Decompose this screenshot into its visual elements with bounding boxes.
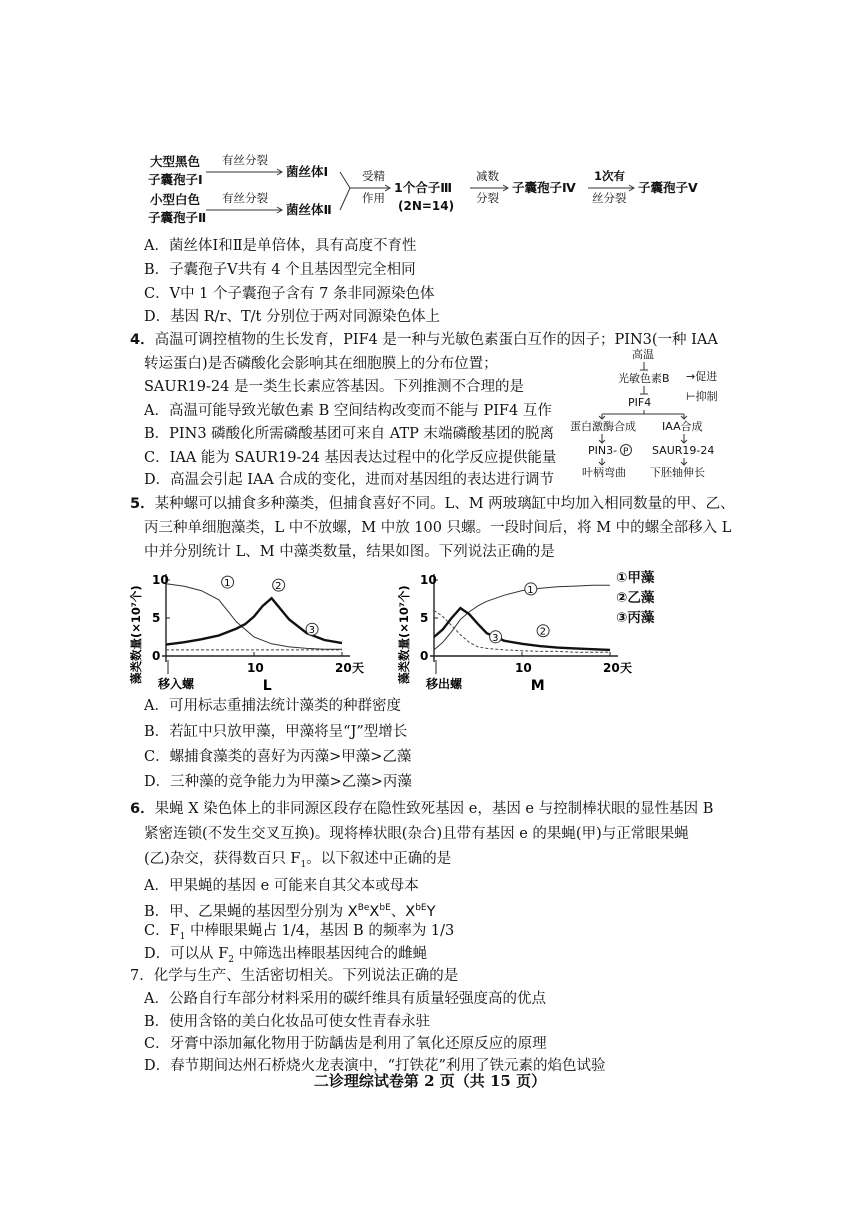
flow-hypha-1: 菌丝体Ⅰ [286,164,329,179]
q4-stem-line-3: SAUR19-24 是一类生长素应答基因。下列推测不合理的是 [144,379,524,395]
flow-spore-5: 子囊孢子Ⅴ [638,180,698,195]
x-tick-label: 20 [335,661,352,675]
q5-stem-line-2: 丙三种单细胞藻类，L 中不放螺，M 中放 100 只螺。一段时间后，将 M 中的螺全部移入 L [144,520,732,536]
page-footer: 二诊理综试卷第 2 页（共 15 页） [313,1072,547,1090]
q5-stem-1: 某种螺可以捕食多种藻类，但捕食喜好不同。L、M 两玻璃缸中均加入相同数量的甲、乙、 [154,496,735,512]
diagram-petiole: 叶柄弯曲 [582,466,626,479]
flow-fert-2: 作用 [362,191,385,205]
x-tick-label: 20 [603,661,620,675]
diagram-inhibit: ⊢抑制 [686,390,718,403]
series-label: 3 [308,625,315,637]
series-label: 3 [492,632,499,644]
q5-stem-line-3: 中并分别统计 L、M 中藻类数量，结果如图。下列说法正确的是 [144,544,555,560]
flow-small-white-1: 小型白色 [150,192,201,207]
q3-option-c: C．Ⅴ中 1 个子囊孢子含有 7 条非同源染色体 [144,286,435,302]
diagram-iaa: IAA合成 [662,420,703,433]
flow-big-black-1: 大型黑色 [150,154,201,169]
diagram-p: P [623,447,629,457]
series-line-2 [434,608,610,650]
q3-option-b: B．子囊孢子Ⅴ共有 4 个且基因型完全相同 [144,262,416,278]
x-axis-unit: 天 [352,661,365,675]
q4-number: 4． [130,332,155,348]
series-line-1 [434,585,610,650]
diagram-promote: →促进 [686,370,718,383]
flow-spore-4: 子囊孢子Ⅳ [512,180,576,195]
legend-c: ③丙藻 [616,610,655,626]
x-tick-label: 10 [515,661,532,675]
chart-legend [616,568,654,628]
flow-big-black-2: 子囊孢子Ⅰ [148,172,203,187]
q5-stem-line-1 [130,494,735,514]
q4-option-c: C．IAA 能为 SAUR19-24 基因表达过程中的化学反应提供能量 [144,450,557,466]
flow-hypha-2: 菌丝体Ⅱ [286,202,332,217]
q6-option-a: A．甲果蝇的基因 e 可能来自其父本或母本 [144,878,419,894]
series-label: 2 [275,581,282,593]
chart-title: L [262,678,272,694]
q6-stem-3b: 。以下叙述中正确的是 [306,851,452,867]
q7-option-a: A．公路自行车部分材料采用的碳纤维具有质量轻强度高的优点 [144,991,546,1007]
pif4-pathway-diagram [566,344,746,482]
diagram-pif4: PIF4 [628,396,652,409]
diagram-saur: SAUR19-24 [652,444,715,457]
y-tick-label: 10 [420,573,437,587]
q3-option-a: A．菌丝体Ⅰ和Ⅱ是单倍体，具有高度不育性 [144,238,417,254]
q4-stem-line-2: 转运蛋白)是否磷酸化会影响其在细胞膜上的分布位置； [144,356,498,372]
x-tick-label: 10 [247,661,264,675]
q6-stem-line-1 [130,799,713,819]
q5-option-b: B．若缸中只放甲藻，甲藻将呈“J”型增长 [144,724,408,740]
q7-stem: 7．化学与生产、生活密切相关。下列说法正确的是 [130,968,459,984]
flow-once-1: 1次有 [594,169,626,183]
q6-option-b [144,898,435,922]
q4-stem-1: 高温可调控植物的生长发育，PIF4 是一种与光敏色素蛋白互作的因子；PIN3(一种 IAA [154,332,718,348]
chart-m [392,570,642,694]
y-tick-label: 0 [420,649,429,663]
q5-number: 5． [130,496,155,512]
q4-option-a: A．高温可能导致光敏色素 B 空间结构改变而不能与 PIF4 互作 [144,403,552,419]
spore-flow-diagram [140,150,720,226]
q6-b-mid: 、 [390,903,406,920]
q6-stem-line-3 [144,849,451,875]
flow-zygote-n: (2N=14) [398,199,455,213]
q7-option-b: B．使用含铬的美白化妆品可使女性青春永驻 [144,1014,431,1030]
y-axis-label: 藻类数量(×10⁷个) [397,585,411,684]
q6-number: 6． [130,801,155,817]
diagram-pin3: PIN3- [588,444,618,457]
q5-option-c: C．螺捕食藻类的喜好为丙藻>甲藻>乙藻 [144,749,412,765]
series-line-3 [434,610,610,652]
q7-option-c: C．牙膏中添加氟化物用于防龋齿是利用了氧化还原反应的原理 [144,1036,547,1052]
start-label: 移入螺 [158,677,195,691]
q6-stem-3-sub: 1 [300,859,307,870]
y-tick-label: 0 [152,649,161,663]
q6-option-c: C．$F_1$ 中棒眼果蝇占 1/4，基因 B 的频率为 1/3 [144,923,455,942]
flow-meiosis-1: 减数 [476,169,499,183]
flow-mitosis-1: 有丝分裂 [222,153,268,167]
flow-zygote: 1个合子Ⅲ [394,180,453,195]
flow-mitosis-2: 有丝分裂 [222,191,268,205]
series-label: 1 [224,578,231,590]
flow-small-white-2: 子囊孢子Ⅱ [148,210,207,225]
q3-option-d: D．基因 R/r、T/t 分别位于两对同源染色体上 [144,309,440,325]
y-tick-label: 5 [152,611,161,625]
q7-option-d: D．春节期间达州石桥烧火龙表演中，“打铁花”利用了铁元素的焰色试验 [144,1058,606,1074]
y-tick-label: 5 [420,611,429,625]
flow-fert-1: 受精 [362,169,385,183]
diagram-high-temp: 高温 [632,348,654,361]
chart-l [124,570,374,694]
q5-option-d: D．三种藻的竞争能力为甲藻>乙藻>丙藻 [144,774,412,790]
q6-b-pre: B．甲、乙果蝇的基因型分别为 [144,903,348,920]
series-label: 1 [527,584,534,596]
flow-once-2: 丝分裂 [592,191,627,205]
y-axis-label: 藻类数量(×10⁷个) [129,585,143,684]
y-tick-label: 10 [152,573,169,587]
diagram-kinase: 蛋白激酶合成 [570,420,636,433]
q4-option-d: D．高温会引起 IAA 合成的变化，进而对基因组的表达进行调节 [144,472,555,488]
series-label: 2 [539,626,546,638]
q6-b-genotype-2: $X^{bE}Y$ [405,903,436,920]
q6-b-genotype-1: $X^{Be}X^{bE}$ [347,903,391,920]
q6-stem-line-2: 紧密连锁(不发生交叉互换)。现将棒状眼(杂合)且带有基因 e 的果蝇(甲)与正常眼果蝇 [144,826,689,842]
q5-option-a: A．可用标志重捕法统计藻类的种群密度 [144,698,401,714]
chart-title: M [530,678,545,694]
q6-stem-3a: (乙)杂交，获得数百只 F [144,851,301,867]
diagram-hypocotyl: 下胚轴伸长 [650,466,705,479]
q6-option-d: D．可以从 $F_2$ 中筛选出棒眼基因纯合的雌蝇 [144,946,428,965]
diagram-phyb: 光敏色素B [618,372,670,385]
series-line-2 [166,598,342,644]
legend-b: ②乙藻 [616,590,655,606]
q6-stem-1: 果蝇 X 染色体上的非同源区段存在隐性致死基因 e，基因 e 与控制棒状眼的显性基因 B [154,801,714,817]
x-axis-unit: 天 [620,661,633,675]
q4-option-b: B．PIN3 磷酸化所需磷酸基团可来自 ATP 末端磷酸基团的脱离 [144,426,554,442]
start-label: 移出螺 [426,677,463,691]
legend-a: ①甲藻 [616,570,655,586]
flow-meiosis-2: 分裂 [476,191,499,205]
